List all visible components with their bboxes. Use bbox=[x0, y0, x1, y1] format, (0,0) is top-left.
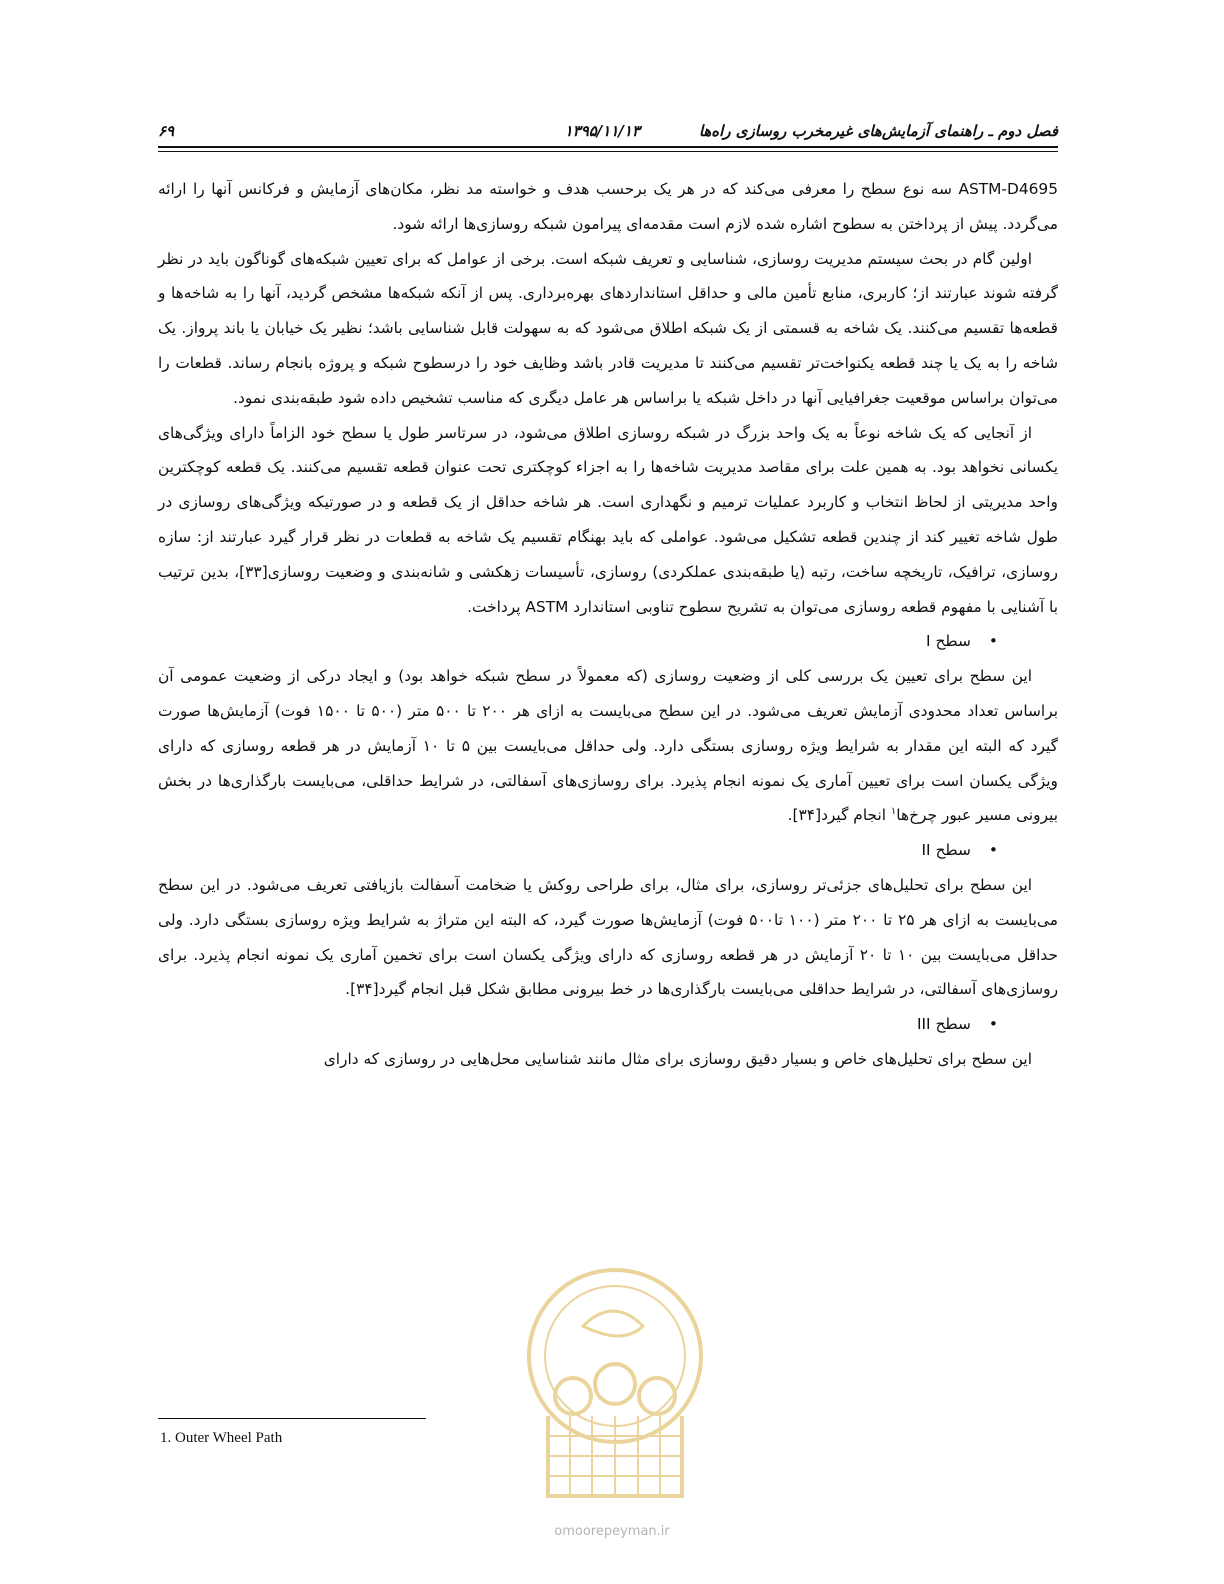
header-title: فصل دوم ـ راهنمای آزمایش‌های غیرمخرب روسازی راه‌ها bbox=[698, 122, 1058, 140]
body-text bbox=[158, 172, 1058, 1077]
footnote-ref: ۱ bbox=[890, 806, 897, 818]
watermark-logo-icon bbox=[488, 1256, 742, 1510]
footnote-rule bbox=[158, 1418, 426, 1419]
paragraph: اولین گام در بحث سیستم مدیریت روسازی، شناسایی و تعریف شبکه است. برخی از عوامل که برای تعیین شبکه‌های گوناگون باید در نظر گرفته شوند عبارتند از؛ کاربری، منابع تأمین مالی و حداقل استانداردهای بهره‌برداری. پس از آنکه شبکه‌ها مشخص گردید، آنها را به شاخه‌ها و قطعه‌ها تقسیم می‌کنند. یک شاخه به قسمتی از یک شبکه اطلاق می‌شود که به سهولت قابل شناسایی باشد؛ نظیر یک خیابان یا باند پرواز. یک شاخه را به یک یا چند قطعه یکنواخت‌تر تقسیم می‌کنند تا مدیریت قادر باشد وظایف خود را درسطوح شبکه و پروژه بانجام رساند. قطعات را می‌توان براساس موقعیت جغرافیایی آنها در داخل شبکه یا براساس هر عامل دیگری که مناسب تشخیص داده شود طبقه‌بندی نمود. bbox=[158, 249, 1058, 407]
bullet-item bbox=[158, 1007, 1058, 1042]
bullet-icon: • bbox=[988, 1015, 998, 1034]
bullet-icon: • bbox=[988, 841, 998, 860]
bullet-item bbox=[158, 624, 1058, 659]
bullet-item bbox=[158, 833, 1058, 868]
footnote: 1. Outer Wheel Path bbox=[160, 1430, 283, 1446]
level-text: این سطح برای تعیین یک بررسی کلی از وضعیت روسازی (که معمولاً در سطح شبکه خواهد بود) و ایجاد درکی از وضعیت عمومی آن براساس تعداد محدودی آزمایش تعریف می‌شود. در این سطح می‌بایست به ازای هر ۲۰۰ تا ۵۰۰ متر (۵۰۰ تا ۱۵۰۰ فوت) آزمایش‌ها صورت گیرد که البته این مقدار به شرایط ویژه روسازی بستگی دارد. ولی حداقل می‌بایست بین ۵ تا ۱۰ آزمایش در هر قطعه روسازی که دارای ویژگی یکسان است برای تعیین آماری یک نمونه انجام پذیرد. برای روسازی‌های آسفالتی، در شرایط حداقلی، می‌بایست بارگذاری‌ها در بخش بیرونی مسیر عبور چرخ‌ها bbox=[158, 667, 1058, 825]
watermark-url: omoorepeyman.ir bbox=[554, 1524, 670, 1539]
bullet-icon: • bbox=[988, 632, 998, 651]
paragraph: این سطح برای تحلیل‌های جزئی‌تر روسازی، برای مثال، برای طراحی روکش یا ضخامت آسفالت بازیافتی تعریف می‌شود. در این سطح می‌بایست به ازای هر ۲۵ تا ۲۰۰ متر (۱۰۰ تا۵۰۰ فوت) آزمایش‌ها صورت گیرد، که البته این متراژ به شرایط ویژه روسازی بستگی دارد. ولی حداقل می‌بایست بین ۱۰ تا ۲۰ آزمایش در هر قطعه روسازی که دارای ویژگی یکسان است برای تخمین آماری یک نمونه انجام پذیرد. برای روسازی‌های آسفالتی، در شرایط حداقلی می‌بایست بارگذاری‌ها در خط بیرونی مطابق شکل قبل انجام گیرد[۳۴]. bbox=[158, 875, 1059, 999]
header-rule-thin bbox=[158, 151, 1058, 152]
level-text-end: انجام گیرد[۳۴]. bbox=[787, 806, 891, 825]
paragraph bbox=[158, 659, 1058, 833]
paragraph: ASTM-D4695 سه نوع سطح را معرفی می‌کند که در هر یک برحسب هدف و خواسته مد نظر، مکان‌های آزمایش و فرکانس آنها را ارائه می‌گردد. پیش از پرداختن به سطوح اشاره شده لازم است مقدمه‌ای پیرامون شبکه روسازی‌ها ارائه شود. bbox=[158, 180, 1058, 233]
bullet-label: سطح I bbox=[926, 632, 971, 651]
bullet-label: سطح II bbox=[921, 841, 971, 860]
bullet-label: سطح III bbox=[916, 1015, 971, 1034]
paragraph: این سطح برای تحلیل‌های خاص و بسیار دقیق روسازی برای مثال مانند شناسایی محل‌هایی در روسازی که دارای bbox=[323, 1049, 1032, 1068]
running-header bbox=[158, 118, 1058, 148]
page-number: ۶۹ bbox=[158, 122, 175, 140]
header-date: ۱۳۹۵/۱۱/۱۳ bbox=[564, 122, 640, 140]
paragraph: از آنجایی که یک شاخه نوعاً به یک واحد بزرگ در شبکه روسازی اطلاق می‌شود، در سرتاسر طول یا سطح خود الزاماً دارای ویژگی‌های یکسانی نخواهد بود. به همین علت برای مقاصد مدیریت شاخه‌ها را به اجزاء کوچکتری تحت عنوان قطعه تقسیم می‌کنند. یک قطعه کوچکترین واحد مدیریتی از لحاظ انتخاب و کاربرد عملیات ترمیم و نگهداری است. هر شاخه حداقل از یک قطعه و در صورتیکه ویژگی‌های روسازی در طول شاخه تغییر کند از چندین قطعه تشکیل می‌شود. عواملی که باید بهنگام تقسیم یک شاخه به قطعات در نظر قرار گیرد عبارتند از: سازه روسازی، ترافیک، تاریخچه ساخت، رتبه (یا طبقه‌بندی عملکردی) روسازی، تأسیسات زهکشی و شانه‌بندی و وضعیت روسازی[۳۳]، بدین ترتیب با آشنایی با مفهوم قطعه روسازی می‌توان به تشریح سطوح تناوبی استاندارد ASTM پرداخت. bbox=[158, 423, 1058, 616]
header-rule-thick bbox=[158, 146, 1058, 148]
